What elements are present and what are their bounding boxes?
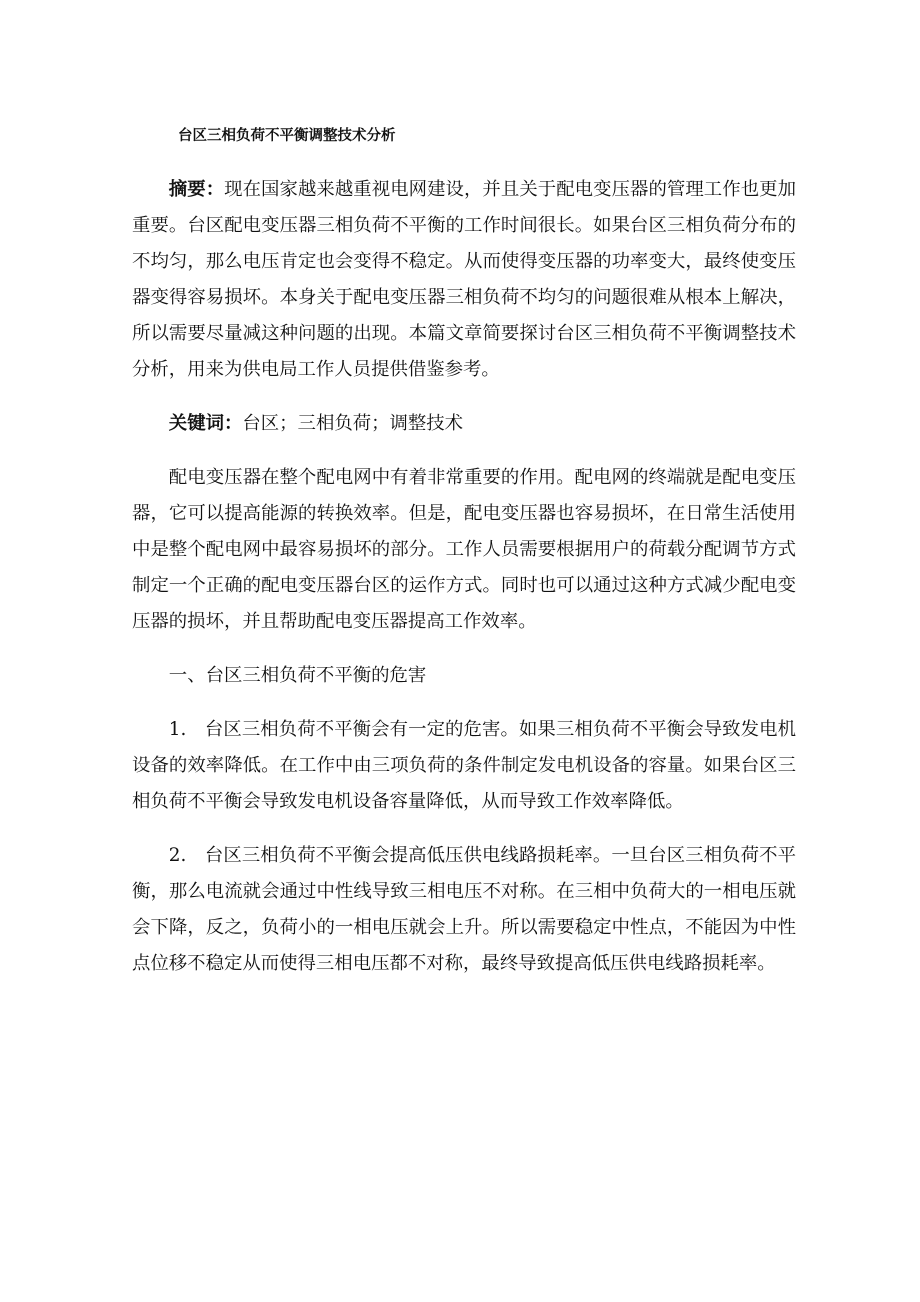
keywords-label: 关键词： — [168, 413, 243, 434]
keywords-text: 台区；三相负荷；调整技术 — [242, 413, 464, 434]
list-item-text: 台区三相负荷不平衡会有一定的危害。如果三相负荷不平衡会导致发电机设备的效率降低。在工作中由三项负荷的条件制定发电机设备的容量。如果台区三相负荷不平衡会导致发电机设备容量降低，从而导致工作效率降低。 — [132, 719, 796, 812]
list-item — [132, 712, 796, 820]
abstract-paragraph — [132, 172, 796, 388]
list-item-number: 2. — [168, 845, 187, 866]
list-item-number: 1. — [168, 719, 187, 740]
abstract-text: 现在国家越来越重视电网建设，并且关于配电变压器的管理工作也更加重要。台区配电变压器三相负荷不平衡的工作时间很长。如果台区三相负荷分布的不均匀，那么电压肯定也会变得不稳定。从而使得变压器的功率变大，最终使变压器变得容易损坏。本身关于配电变压器三相负荷不均匀的问题很难从根本上解决，所以需要尽量减这种问题的出现。本篇文章简要探讨台区三相负荷不平衡调整技术分析，用来为供电局工作人员提供借鉴参考。 — [132, 179, 796, 380]
document-title: 台区三相负荷不平衡调整技术分析 — [178, 128, 396, 144]
abstract-label: 摘要： — [168, 179, 225, 200]
list-item — [132, 838, 796, 982]
section-heading: 一、台区三相负荷不平衡的危害 — [168, 665, 427, 686]
list-item-text: 台区三相负荷不平衡会提高低压供电线路损耗率。一旦台区三相负荷不平衡，那么电流就会通过中性线导致三相电压不对称。在三相中负荷大的一相电压就会下降，反之，负荷小的一相电压就会上升。所以需要稳定中性点，不能因为中性点位移不稳定从而使得三相电压都不对称，最终导致提高低压供电线路损耗率。 — [132, 845, 796, 974]
intro-paragraph: 配电变压器在整个配电网中有着非常重要的作用。配电网的终端就是配电变压器，它可以提高能源的转换效率。但是，配电变压器也容易损坏，在日常生活使用中是整个配电网中最容易损坏的部分。工作人员需要根据用户的荷载分配调节方式制定一个正确的配电变压器台区的运作方式。同时也可以通过这种方式减少配电变压器的损坏，并且帮助配电变压器提高工作效率。 — [132, 467, 796, 632]
keywords-paragraph — [132, 406, 796, 442]
document-body — [132, 172, 796, 1000]
